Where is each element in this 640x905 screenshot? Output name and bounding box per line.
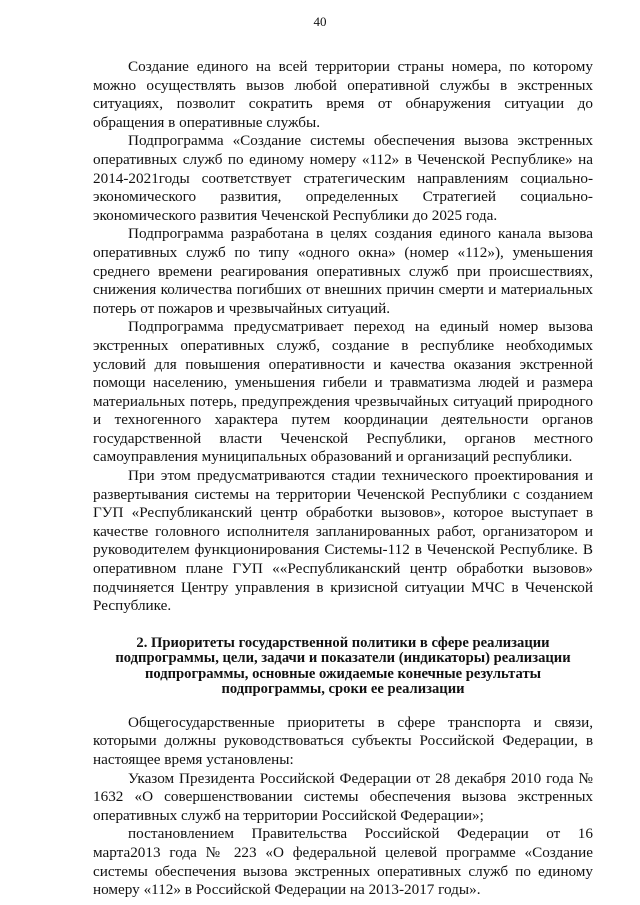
paragraph: Подпрограмма «Создание системы обеспечения вызова экстренных оперативных служб по единому номеру «112» в Чеченской Республике» на 2014-2021годы соответствует стратегическим направлениям социально-экономического развития, определенных Стратегией социально-экономического развития Чеченской Республики до 2025 года.	[93, 132, 593, 224]
paragraph: При этом предусматриваются стадии технического проектирования и развертывания системы на территории Чеченской Республики с созданием ГУП «Республиканский центр обработки вызовов», которое выступает в качестве головного исполнителя запланированных работ, организатором и руководителем функционирования Системы-112 в Чеченской Республике. В оперативном плане ГУП ««Республиканский центр обработки вызовов» подчиняется Центру управления в кризисной ситуации МЧС в Чеченской Республике.	[93, 467, 593, 615]
section-heading: 2. Приоритеты государственной политики в сфере реализации подпрограммы, цели, задачи и показатели (индикаторы) реализации подпрограммы, основные ожидаемые конечные результаты подпрограммы, сроки ее реализации	[115, 634, 571, 698]
paragraph: Общегосударственные приоритеты в сфере транспорта и связи, которыми должны руководствоваться субъекты Российской Федерации, в настоящее время установлены:	[93, 713, 593, 768]
document-body	[93, 58, 593, 900]
paragraph: постановлением Правительства Российской Федерации от 16 марта2013 года № 223 «О федеральной целевой программе «Создание системы обеспечения вызова экстренных оперативных служб по единому номеру «112» в Российской Федерации на 2013-2017 годы».	[93, 825, 593, 899]
paragraph: Подпрограмма разработана в целях создания единого канала вызова оперативных служб по типу «одного окна» (номер «112»), уменьшения среднего времени реагирования оперативных служб при происшествиях, снижения количества погибших от внешних причин смерти и материальных потерь от пожаров и чрезвычайных ситуаций.	[93, 225, 593, 317]
paragraph: Указом Президента Российской Федерации от 28 декабря 2010 года № 1632 «О совершенствовании системы обеспечения вызова экстренных оперативных служб на территории Российской Федерации»;	[93, 769, 593, 824]
paragraph: Создание единого на всей территории страны номера, по которому можно осуществлять вызов любой оперативной службы в экстренных ситуациях, позволит сократить время от обнаружения ситуации до обращения в оперативные службы.	[93, 58, 593, 131]
page-number: 40	[313, 14, 327, 29]
paragraph: Подпрограмма предусматривает переход на единый номер вызова экстренных оперативных служб, создание в республике необходимых условий для повышения оперативности и качества оказания экстренной помощи населению, уменьшения гибели и травматизма людей и размера материальных потерь, предупреждения чрезвычайных ситуаций природного и техногенного характера путем координации деятельности органов государственной власти Чеченской Республики, органов местного самоуправления муниципальных образований и организаций республики.	[93, 318, 593, 466]
